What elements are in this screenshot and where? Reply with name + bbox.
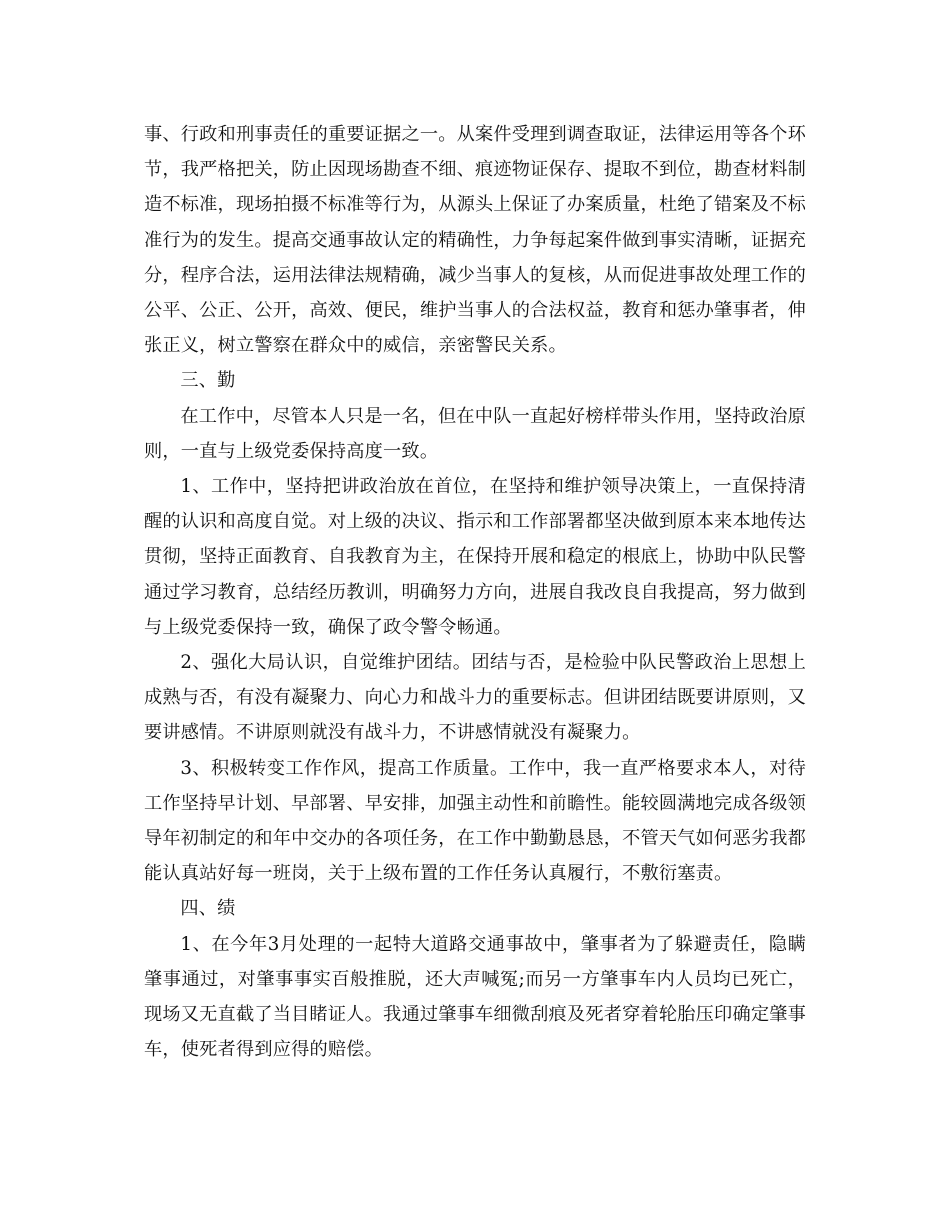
paragraph-achievement-1: 1、在今年3月处理的一起特大道路交通事故中，肇事者为了躲避责任，隐瞒肇事通过，对肇事事实百般推脱，还大声喊冤;而另一方肇事车内人员均已死亡，现场又无直截了当目睹证人。我通过肇事车细微刮痕及死者穿着轮胎压印确定肇事车，使死者得到应得的赔偿。 (144, 933, 806, 1061)
document-body (144, 117, 806, 1067)
paragraph-item-1-politics: 1、工作中，坚持把讲政治放在首位，在坚持和维护领导决策上，一直保持清醒的认识和高度自觉。对上级的决议、指示和工作部署都坚决做到原本来本地传达贯彻，坚持正面教育、自我教育为主，在保持开展和稳定的根底上，协助中队民警通过学习教育，总结经历教训，明确努力方向，进展自我改良自我提高，努力做到与上级党委保持一致，确保了政令警令畅通。 (144, 476, 806, 638)
section-heading-diligence: 三、勤 (180, 370, 236, 392)
section-heading-achievements: 四、绩 (180, 898, 236, 920)
paragraph-political-principle: 在工作中，尽管本人只是一名，但在中队一直起好榜样带头作用，坚持政治原则，一直与上级党委保持高度一致。 (144, 405, 806, 462)
paragraph-item-3-work-style: 3、积极转变工作作风，提高工作质量。工作中，我一直严格要求本人，对待工作坚持早计划、早部署、早安排，加强主动性和前瞻性。能较圆满地完成各级领导年初制定的和年中交办的各项任务，在工作中勤勤恳恳，不管天气如何恶劣我都能认真站好每一班岗，关于上级布置的工作任务认真履行，不敷衍塞责。 (144, 757, 806, 885)
paragraph-item-2-unity: 2、强化大局认识，自觉维护团结。团结与否，是检验中队民警政治上思想上成熟与否，有没有凝聚力、向心力和战斗力的重要标志。但讲团结既要讲原则，又要讲感情。不讲原则就没有战斗力，不讲感情就没有凝聚力。 (144, 652, 806, 744)
paragraph-evidence-continuation: 事、行政和刑事责任的重要证据之一。从案件受理到调查取证，法律运用等各个环节，我严格把关，防止因现场勘查不细、痕迹物证保存、提取不到位，勘查材料制造不标准，现场拍摄不标准等行为，从源头上保证了办案质量，杜绝了错案及不标准行为的发生。提高交通事故认定的精确性，力争每起案件做到事实清晰，证据充分，程序合法，运用法律法规精确，减少当事人的复核，从而促进事故处理工作的公平、公正、公开，高效、便民，维护当事人的合法权益，教育和惩办肇事者，伸张正义，树立警察在群众中的威信，亲密警民关系。 (144, 124, 806, 357)
